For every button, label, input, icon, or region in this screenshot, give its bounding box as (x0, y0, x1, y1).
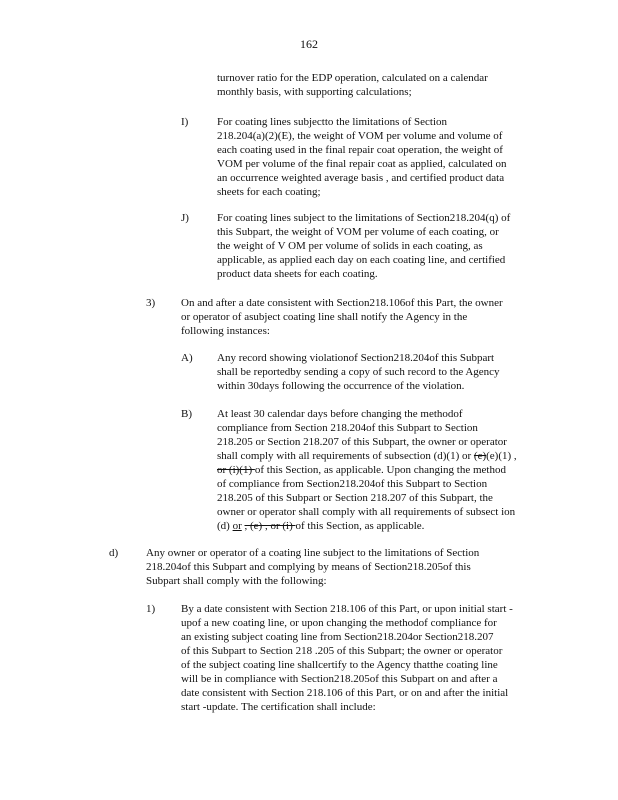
text-line: At least 30 calendar days before changing the methodof (217, 408, 463, 420)
text-line: upof a new coating line, or upon changing the methodof compliance for (181, 617, 497, 629)
page-number: 162 (300, 37, 318, 51)
text-segment: (e)(1) , (486, 450, 517, 462)
text-line: Any record showing violationof Section218.204of this Subpart (217, 352, 495, 364)
item-1-paragraph (181, 602, 544, 714)
text-line: or operator of asubject coating line shall notify the Agency in the (181, 311, 468, 323)
item-label-3: 3) (146, 297, 156, 309)
item-label-J: J) (181, 212, 189, 224)
continuation-paragraph (217, 71, 534, 99)
item-J-paragraph (217, 211, 542, 281)
text-segment: of this Section, as applicable. (295, 520, 425, 532)
text-line: On and after a date consistent with Section218.106of this Part, the owner (181, 297, 503, 309)
text-line: product data sheets for each coating. (217, 268, 378, 280)
struck-text: (e) (473, 450, 487, 462)
item-label-B: B) (181, 408, 192, 420)
text-line: shall be reportedby sending a copy of such record to the Agency (217, 366, 500, 378)
text-line (217, 463, 547, 477)
text-line: Any owner or operator of a coating line subject to the limitations of Section (146, 547, 480, 559)
text-line: sheets for each coating; (217, 186, 321, 198)
text-line: each coating used in the final repair coat operation, the weight of (217, 144, 503, 156)
text-line: of compliance from Section218.204of this Subpart to Section (217, 478, 488, 490)
item-A-paragraph (217, 351, 534, 393)
text-line: For coating lines subject to the limitations of Section218.204(q) of (217, 212, 511, 224)
text-line: will be in compliance with Section218.205of this Subpart on and after a (181, 673, 498, 685)
text-segment: of this Section, as applicable. Upon changing the method (254, 464, 506, 476)
item-3-paragraph (181, 296, 531, 338)
text-segment: (d) (217, 520, 233, 532)
text-line: applicable, as applied each day on each coating line, and certified (217, 254, 506, 266)
text-line: of the subject coating line shallcertify to the Agency thatthe coating line (181, 659, 498, 671)
text-line: 218.204(a)(2)(E), the weight of VOM per volume and volume of (217, 130, 503, 142)
item-label-1: 1) (146, 603, 156, 615)
text-line: VOM per volume of the final repair coat as applied, calculated on (217, 158, 507, 170)
struck-text: or (i)(1) (217, 464, 255, 476)
text-line: owner or operator shall comply with all requirements of subsect ion (217, 506, 516, 518)
text-line: an existing subject coating line from Section218.204or Section218.207 (181, 631, 494, 643)
item-d-paragraph (146, 546, 508, 588)
text-line: For coating lines subjectto the limitations of Section (217, 116, 448, 128)
text-line: By a date consistent with Section 218.106 of this Part, or upon initial start - (181, 603, 513, 615)
text-line: following instances: (181, 325, 270, 337)
text-line: 218.204of this Subpart and complying by means of Section218.205of this (146, 561, 471, 573)
text-line: 218.205 of this Subpart or Section 218.207 of this Subpart, the (217, 492, 493, 504)
text-line: this Subpart, the weight of VOM per volume of each coating, or (217, 226, 499, 238)
item-I-paragraph (217, 115, 534, 199)
text-line: turnover ratio for the EDP operation, calculated on a calendar (217, 72, 488, 84)
text-line: the weight of V OM per volume of solids in each coating, as (217, 240, 483, 252)
text-line: 218.205 or Section 218.207 of this Subpart, the owner or operator (217, 436, 507, 448)
text-line: compliance from Section 218.204of this Subpart to Section (217, 422, 478, 434)
text-line: monthly basis, with supporting calculations; (217, 86, 412, 98)
text-line (217, 449, 547, 463)
underlined-text: or (232, 520, 242, 532)
text-line: within 30days following the occurrence of the violation. (217, 380, 465, 392)
item-label-A: A) (181, 352, 193, 364)
text-line: start -update. The certification shall include: (181, 701, 376, 713)
item-label-d: d) (109, 547, 119, 559)
text-line: date consistent with Section 218.106 of this Part, or on and after the initial (181, 687, 509, 699)
struck-text: , (e) , or (i) (244, 520, 296, 532)
text-line (217, 519, 547, 533)
text-line: Subpart shall comply with the following: (146, 575, 327, 587)
text-line: of this Subpart to Section 218 .205 of this Subpart; the owner or operator (181, 645, 503, 657)
text-segment: shall comply with all requirements of subsection (d)(1) or (217, 450, 472, 462)
item-label-I: I) (181, 116, 189, 128)
item-B-paragraph (217, 407, 547, 533)
text-line: an occurrence weighted average basis , and certified product data (217, 172, 505, 184)
